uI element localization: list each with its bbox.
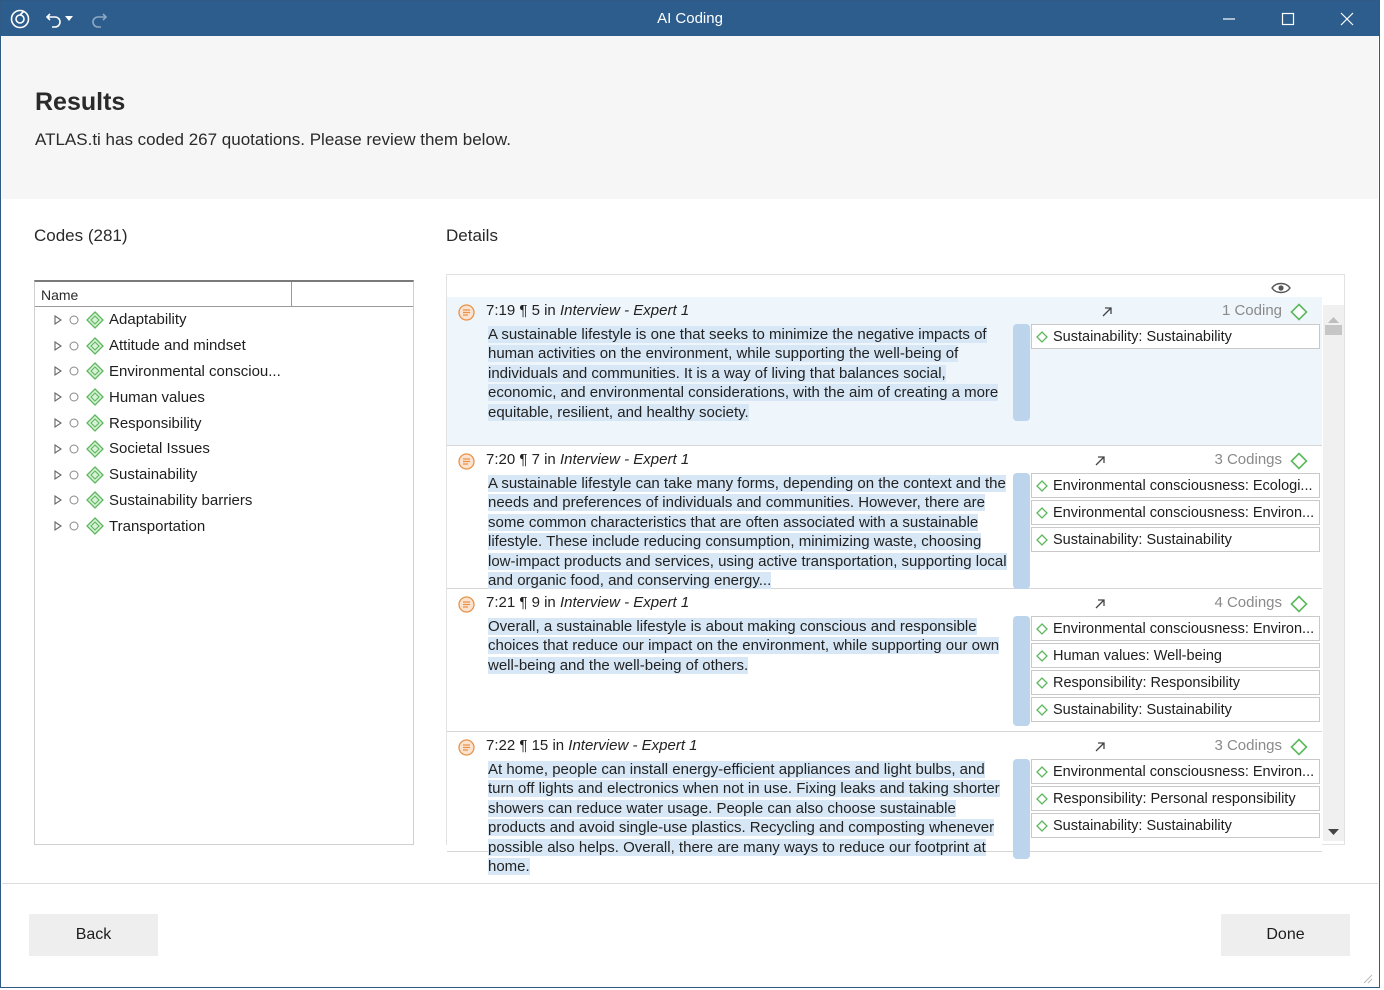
code-label: Sustainability barriers — [109, 491, 253, 509]
eye-icon[interactable] — [1270, 280, 1292, 296]
coding-chip[interactable] — [1031, 616, 1320, 641]
quotation-reference[interactable]: 7:19 ¶ 5 in Interview - Expert 1 — [486, 302, 690, 319]
codings-list — [1031, 473, 1320, 554]
code-state-circle-icon — [68, 520, 80, 532]
quotation-item[interactable] — [447, 589, 1322, 732]
details-heading: Details — [446, 226, 498, 245]
code-diamond-icon — [1036, 534, 1048, 546]
code-state-circle-icon — [68, 340, 80, 352]
code-diamond-icon — [1036, 704, 1048, 716]
quotation-reference[interactable]: 7:21 ¶ 9 in Interview - Expert 1 — [486, 594, 690, 611]
navigate-arrow-icon[interactable] — [1100, 305, 1114, 319]
add-code-icon[interactable] — [1290, 738, 1308, 756]
code-group-icon — [85, 310, 105, 330]
code-label: Responsibility — [109, 414, 202, 432]
code-row[interactable] — [35, 359, 413, 385]
code-diamond-icon — [1036, 623, 1048, 635]
code-label: Attitude and mindset — [109, 337, 246, 355]
code-row[interactable] — [35, 488, 413, 514]
details-scrollbar[interactable] — [1323, 305, 1344, 841]
document-name[interactable]: Interview - Expert 1 — [559, 302, 690, 319]
code-diamond-icon — [1036, 480, 1048, 492]
code-group-icon — [85, 465, 105, 485]
document-name[interactable]: Interview - Expert 1 — [568, 737, 698, 754]
add-code-icon[interactable] — [1290, 595, 1308, 613]
document-name[interactable]: Interview - Expert 1 — [559, 594, 690, 611]
maximize-button[interactable] — [1275, 6, 1301, 32]
expand-triangle-icon[interactable] — [51, 390, 65, 404]
quotation-margin-bar — [1013, 616, 1030, 726]
add-code-icon[interactable] — [1290, 303, 1308, 321]
code-diamond-icon — [1036, 650, 1048, 662]
expand-triangle-icon[interactable] — [51, 468, 65, 482]
code-diamond-icon — [1036, 793, 1048, 805]
column-name-header[interactable]: Name — [35, 282, 292, 306]
quotation-item[interactable] — [447, 297, 1322, 446]
code-diamond-icon — [1036, 331, 1048, 343]
quotation-item[interactable] — [447, 446, 1322, 589]
code-row[interactable] — [35, 384, 413, 410]
codings-count: 3 Codings — [1214, 451, 1282, 468]
scroll-up-icon[interactable] — [1328, 311, 1339, 319]
code-state-circle-icon — [68, 494, 80, 506]
expand-triangle-icon[interactable] — [51, 442, 65, 456]
coding-chip[interactable] — [1031, 786, 1320, 811]
coding-label: Sustainability: Sustainability — [1053, 701, 1232, 718]
coding-label: Environmental consciousness: Ecologi... — [1053, 477, 1313, 494]
codes-list — [35, 307, 413, 539]
document-name[interactable]: Interview - Expert 1 — [559, 451, 690, 468]
codings-count: 1 Coding — [1221, 302, 1282, 319]
page-title: Results — [35, 88, 126, 116]
scroll-down-icon[interactable] — [1328, 823, 1339, 831]
coding-label: Environmental consciousness: Environ... — [1053, 620, 1315, 637]
code-state-circle-icon — [68, 314, 80, 326]
results-header — [2, 36, 1378, 199]
coding-chip[interactable] — [1031, 697, 1320, 722]
scroll-thumb[interactable] — [1325, 325, 1342, 335]
coding-chip[interactable] — [1031, 643, 1320, 668]
coding-chip[interactable] — [1031, 473, 1320, 498]
codings-list — [1031, 324, 1320, 351]
results-summary: ATLAS.ti has coded 267 quotations. Please review them below. — [35, 130, 511, 149]
quotation-text[interactable]: A sustainable lifestyle can take many forms, depending on the context and the needs and preferences of individuals and communities. However, there are some common characteristics that are often associated with a sustainable lifestyle. These include reducing consumption, minimizing waste, choosing low-impact products and services, using active transportation, supporting local and organic food, and conserving energy... — [488, 475, 1007, 590]
code-row[interactable] — [35, 333, 413, 359]
codings-count: 4 Codings — [1214, 594, 1282, 611]
document-icon — [458, 596, 475, 613]
expand-triangle-icon[interactable] — [51, 493, 65, 507]
coding-label: Environmental consciousness: Environ... — [1053, 504, 1315, 521]
code-group-icon — [85, 413, 105, 433]
code-row[interactable] — [35, 307, 413, 333]
code-state-circle-icon — [68, 443, 80, 455]
document-icon — [458, 453, 475, 470]
code-row[interactable] — [35, 410, 413, 436]
coding-label: Sustainability: Sustainability — [1053, 328, 1232, 345]
close-button[interactable] — [1334, 6, 1360, 32]
code-row[interactable] — [35, 513, 413, 539]
code-diamond-icon — [1036, 507, 1048, 519]
document-icon — [458, 304, 475, 321]
quotation-text[interactable]: A sustainable lifestyle is one that seeks to minimize the negative impacts of human activities on the environment, while supporting the well-being of individuals and communities. It is a way of living that balances social, economic, and environmental considerations, with the aim of creating a more equitable, resilient, and healthy society. — [488, 326, 999, 421]
details-panel — [446, 274, 1345, 876]
code-diamond-icon — [1036, 766, 1048, 778]
quotation-margin-bar — [1013, 759, 1030, 859]
navigate-arrow-icon[interactable] — [1093, 740, 1107, 754]
done-button[interactable]: Done — [1221, 914, 1350, 956]
code-label: Societal Issues — [109, 440, 210, 458]
code-group-icon — [85, 490, 105, 510]
coding-label: Human values: Well-being — [1053, 647, 1222, 664]
coding-label: Sustainability: Sustainability — [1053, 531, 1232, 548]
code-label: Adaptability — [109, 311, 187, 329]
code-diamond-icon — [1036, 820, 1048, 832]
coding-chip[interactable] — [1031, 500, 1320, 525]
code-group-icon — [85, 336, 105, 356]
quotation-margin-bar — [1013, 324, 1030, 421]
back-button[interactable]: Back — [29, 914, 158, 956]
quotation-reference[interactable]: 7:22 ¶ 15 in Interview - Expert 1 — [486, 737, 698, 754]
coding-chip[interactable] — [1031, 324, 1320, 349]
code-state-circle-icon — [68, 417, 80, 429]
coding-label: Responsibility: Personal responsibility — [1053, 790, 1296, 807]
code-group-icon — [85, 516, 105, 536]
footer-divider — [2, 883, 1378, 884]
expand-triangle-icon[interactable] — [51, 416, 65, 430]
quotation-margin-bar — [1013, 473, 1030, 589]
title-bar — [1, 1, 1379, 36]
window-title: AI Coding — [657, 10, 723, 27]
codes-column-header — [35, 282, 413, 307]
code-diamond-icon — [1036, 677, 1048, 689]
resize-grip-icon[interactable] — [1361, 971, 1373, 983]
code-row[interactable] — [35, 462, 413, 488]
quotation-text[interactable]: At home, people can install energy-efficient appliances and light bulbs, and turn off lights and electronics when not in use. Fixing leaks and taking shorter showers can reduce water usage. People can also choose sustainable products and avoid single-use plastics. Recycling and composting whenever possible also helps. Overall, there are many ways to reduce our footprint at home. — [488, 761, 1000, 876]
document-icon — [458, 739, 475, 756]
expand-triangle-icon[interactable] — [51, 339, 65, 353]
coding-label: Environmental consciousness: Environ... — [1053, 763, 1315, 780]
quotation-reference[interactable]: 7:20 ¶ 7 in Interview - Expert 1 — [486, 451, 690, 468]
coding-chip[interactable] — [1031, 813, 1320, 838]
code-row[interactable] — [35, 436, 413, 462]
navigate-arrow-icon[interactable] — [1093, 454, 1107, 468]
codings-list — [1031, 616, 1320, 724]
code-state-circle-icon — [68, 469, 80, 481]
codings-count: 3 Codings — [1214, 737, 1282, 754]
navigate-arrow-icon[interactable] — [1093, 597, 1107, 611]
expand-triangle-icon[interactable] — [51, 519, 65, 533]
coding-chip[interactable] — [1031, 670, 1320, 695]
add-code-icon[interactable] — [1290, 452, 1308, 470]
code-label: Environmental consciou... — [109, 362, 281, 380]
minimize-button[interactable] — [1216, 6, 1242, 32]
code-label: Sustainability — [109, 466, 198, 484]
expand-triangle-icon[interactable] — [51, 364, 65, 378]
code-group-icon — [85, 439, 105, 459]
expand-triangle-icon[interactable] — [51, 313, 65, 327]
code-state-circle-icon — [68, 365, 80, 377]
coding-chip[interactable] — [1031, 527, 1320, 552]
codes-heading: Codes (281) — [34, 226, 128, 245]
coding-label: Responsibility: Responsibility — [1053, 674, 1240, 691]
code-state-circle-icon — [68, 391, 80, 403]
code-label: Human values — [109, 388, 205, 406]
codings-list — [1031, 759, 1320, 840]
codes-tree — [34, 280, 414, 845]
quotation-item[interactable] — [447, 732, 1322, 876]
quotation-text[interactable]: Overall, a sustainable lifestyle is about making conscious and responsible choices that reduce our impact on the environment, while supporting our own well-being and the well-being of others. — [488, 618, 1000, 674]
code-group-icon — [85, 387, 105, 407]
coding-label: Sustainability: Sustainability — [1053, 817, 1232, 834]
code-label: Transportation — [109, 517, 206, 535]
coding-chip[interactable] — [1031, 759, 1320, 784]
code-group-icon — [85, 361, 105, 381]
